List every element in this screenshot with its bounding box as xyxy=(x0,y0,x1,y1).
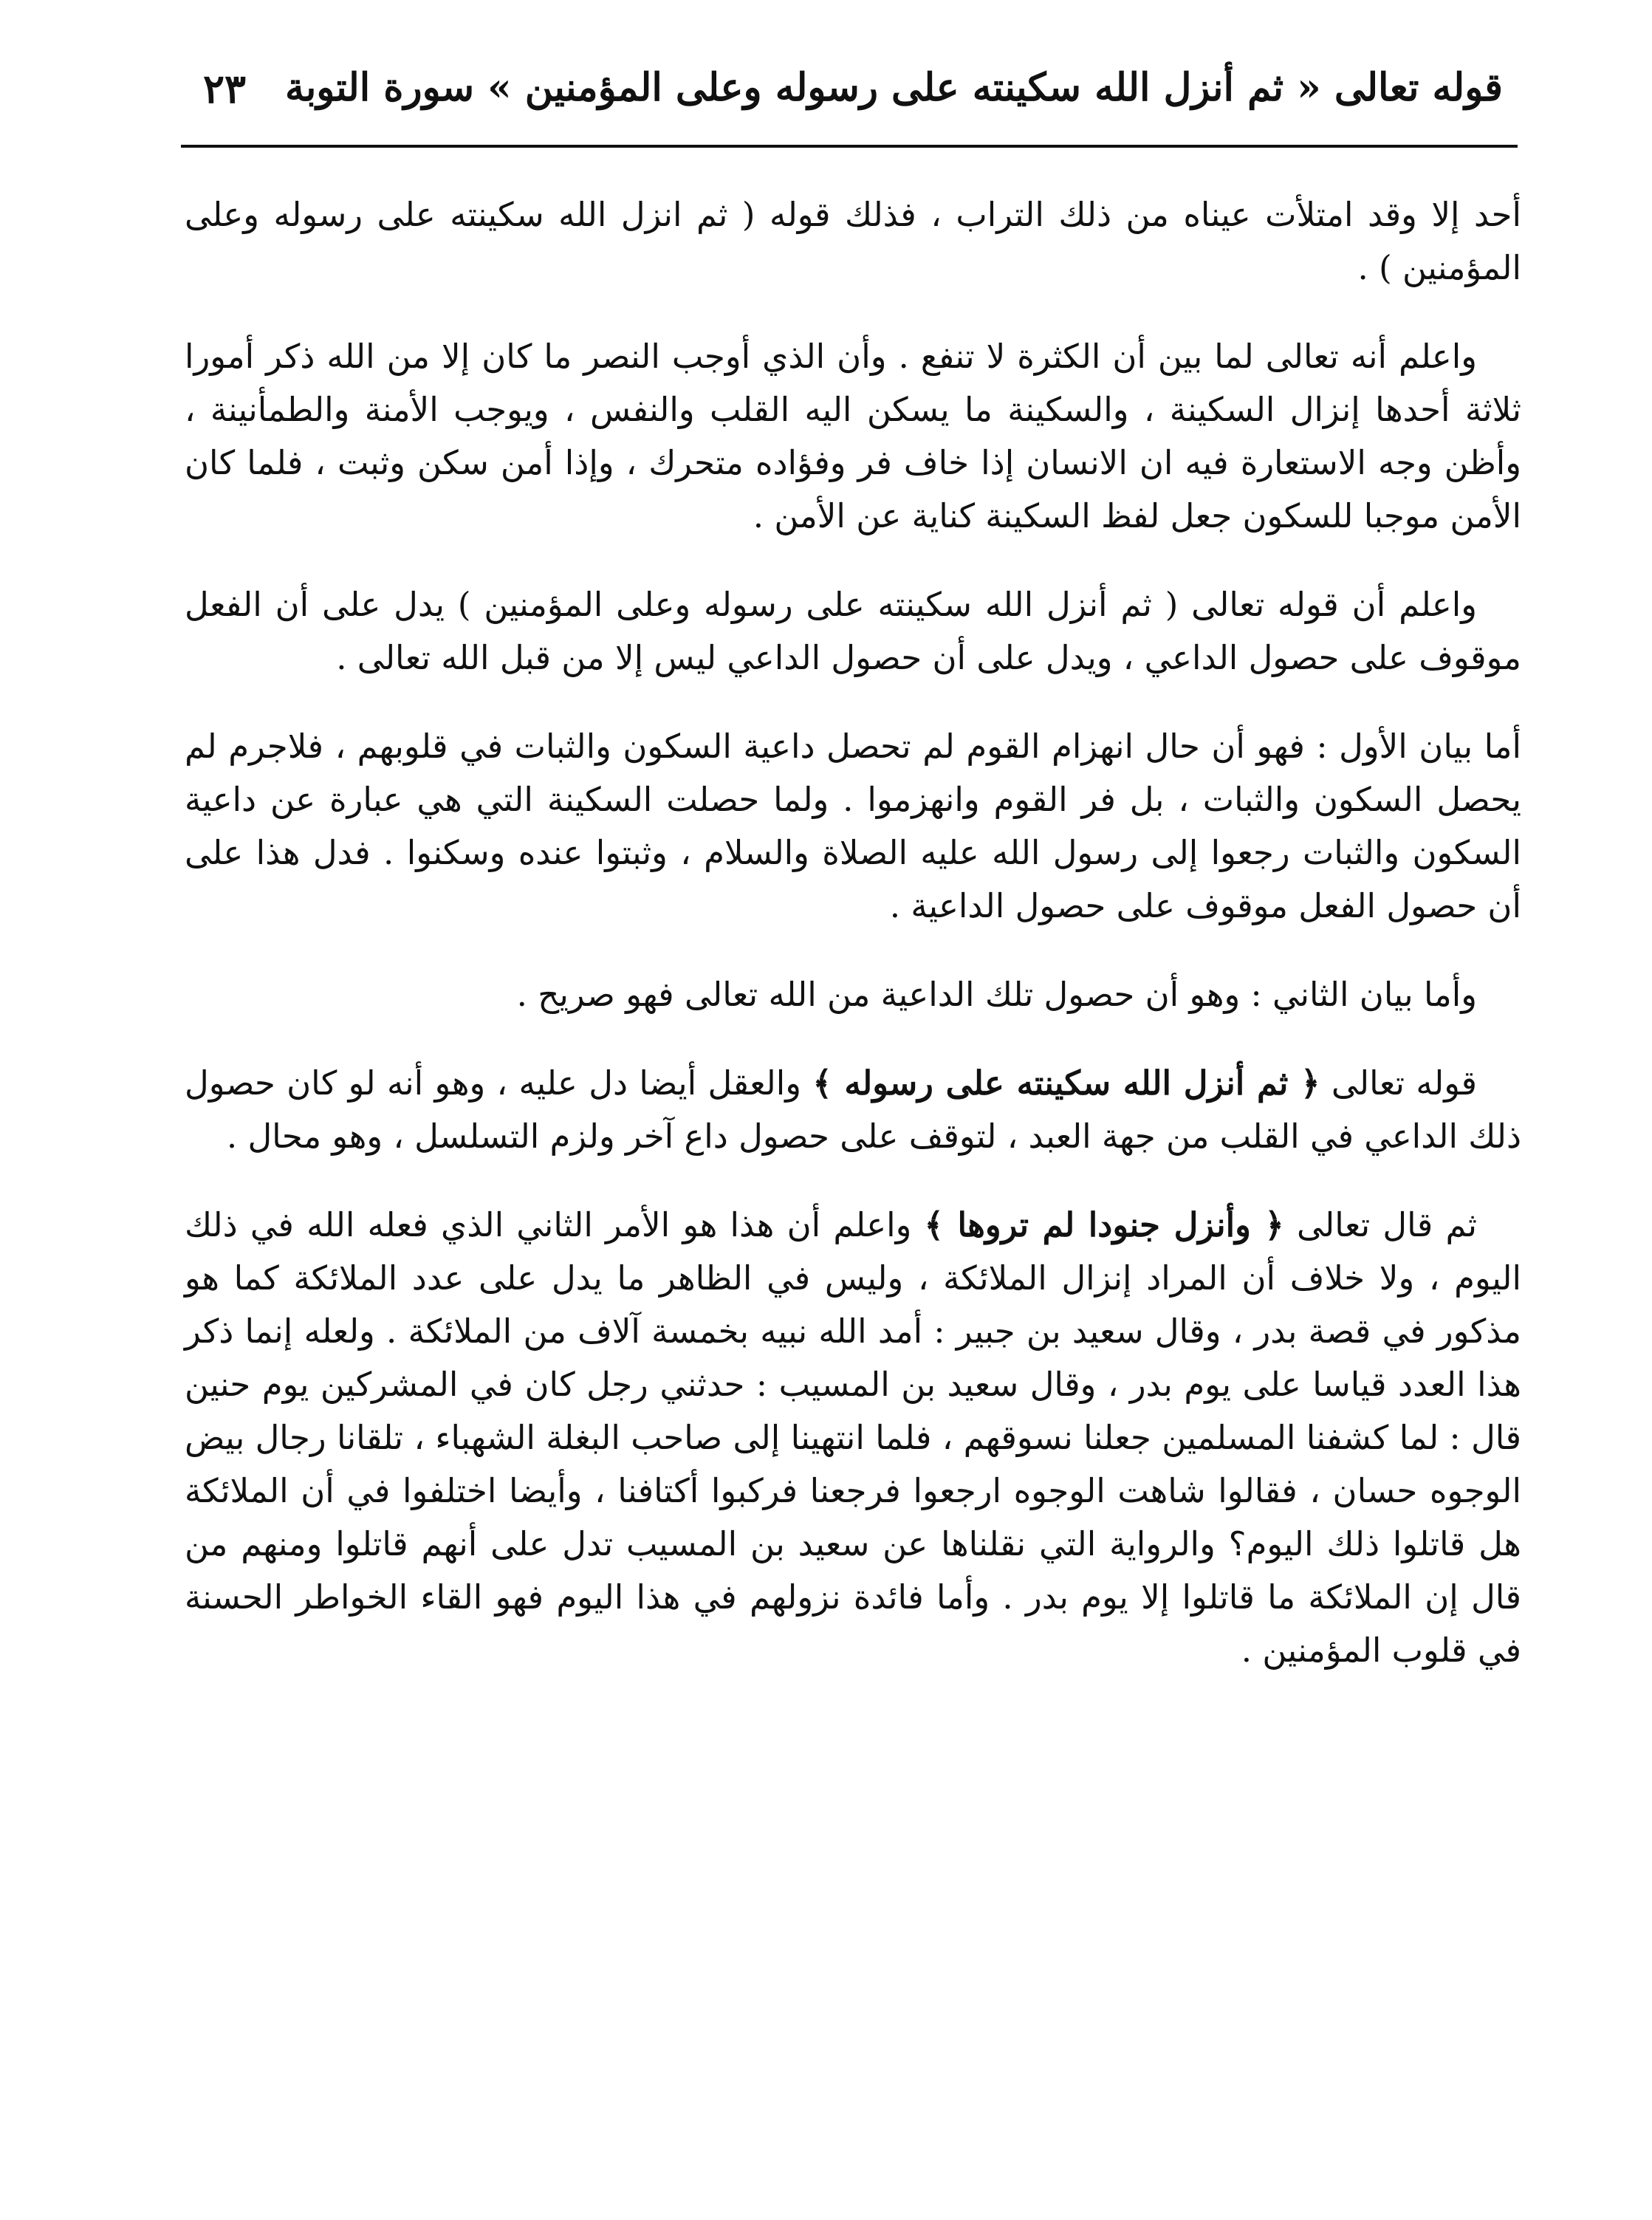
paragraph-7-after: واعلم أن هذا هو الأمر الثاني الذي فعله الله في ذلك اليوم ، ولا خلاف أن المراد إنزال الملائكة ، وليس في الظاهر ما يدل على عدد الملائكة كما هو مذكور في قصة بدر ، وقال سعيد بن جبير : أمد الله نبيه بخمسة آلاف من الملائكة . ولعله إنما ذكر هذا العدد قياسا على يوم بدر ، وقال سعيد بن المسيب : حدثني رجل كان في المشركين يوم حنين قال : لما كشفنا المسلمين جعلنا نسوقهم ، فلما انتهينا إلى صاحب البغلة الشهباء ، تلقانا رجال بيض الوجوه حسان ، فقالوا شاهت الوجوه ارجعوا فرجعنا فركبوا أكتافنا ، وأيضا اختلفوا في أن الملائكة هل قاتلوا ذلك اليوم؟ والرواية التي نقلناها عن سعيد بن المسيب تدل على أنهم قاتلوا ومنهم من قال إن الملائكة ما قاتلوا إلا يوم بدر . وأما فائدة نزولهم في هذا اليوم فهو القاء الخواطر الحسنة في قلوب المؤمنين . xyxy=(185,1205,1521,1670)
paragraph-6-before: قوله تعالى xyxy=(1320,1063,1477,1103)
paragraph-3 xyxy=(185,578,1521,685)
paragraph-4-text: أما بيان الأول : فهو أن حال انهزام القوم لم تحصل داعية السكون والثبات في قلوبهم ، فلاجرم لم يحصل السكون والثبات ، بل فر القوم وانهزموا . ولما حصلت السكينة التي هي عبارة عن داعية السكون والثبات رجعوا إلى رسول الله عليه الصلاة والسلام ، وثبتوا عنده وسكنوا . فدل هذا على أن حصول الفعل موقوف على حصول الداعية . xyxy=(185,727,1521,925)
paragraph-5 xyxy=(185,968,1521,1021)
paragraph-2-text: واعلم أنه تعالى لما بين أن الكثرة لا تنفع . وأن الذي أوجب النصر ما كان إلا من الله ذكر أمورا ثلاثة أحدها إنزال السكينة ، والسكينة ما يسكن اليه القلب والنفس ، ويوجب الأمنة والطمأنينة ، وأظن وجه الاستعارة فيه ان الانسان إذا خاف فر وفؤاده متحرك ، وإذا أمن سكن وثبت ، فلما كان الأمن موجبا للسكون جعل لفظ السكينة كناية عن الأمن . xyxy=(185,337,1521,535)
paragraph-1 xyxy=(185,188,1521,295)
header-title: قوله تعالى « ثم أنزل الله سكينته على رسوله وعلى المؤمنين » سورة التوبة xyxy=(284,65,1503,110)
quran-quote-2: ﴿ وأنزل جنودا لم تروها ﴾ xyxy=(924,1205,1284,1244)
paragraph-1-text: أحد إلا وقد امتلأت عيناه من ذلك التراب ، فذلك قوله ( ثم انزل الله سكينته على رسوله وعلى المؤمنين ) . xyxy=(185,195,1521,287)
paragraph-3-text: واعلم أن قوله تعالى ( ثم أنزل الله سكينته على رسوله وعلى المؤمنين ) يدل على أن الفعل موقوف على حصول الداعي ، ويدل على أن حصول الداعي ليس إلا من قبل الله تعالى . xyxy=(185,585,1521,677)
paragraph-7-before: ثم قال تعالى xyxy=(1283,1205,1477,1244)
quran-quote-1: ﴿ ثم أنزل الله سكينته على رسوله ﴾ xyxy=(812,1063,1320,1103)
body-text xyxy=(185,188,1521,1713)
paragraph-7 xyxy=(185,1199,1521,1677)
paragraph-2 xyxy=(185,330,1521,543)
paragraph-6-after: والعقل أيضا دل عليه ، وهو أنه لو كان حصول ذلك الداعي في القلب من جهة العبد ، لتوقف على حصول داع آخر ولزم التسلسل ، وهو محال . xyxy=(185,1063,1521,1156)
paragraph-6 xyxy=(185,1057,1521,1163)
running-header xyxy=(181,58,1518,131)
paragraph-4 xyxy=(185,720,1521,933)
paragraph-5-text: وأما بيان الثاني : وهو أن حصول تلك الداعية من الله تعالى فهو صريح . xyxy=(516,975,1477,1014)
page-number: ٢٣ xyxy=(203,65,247,112)
header-divider xyxy=(181,145,1518,148)
